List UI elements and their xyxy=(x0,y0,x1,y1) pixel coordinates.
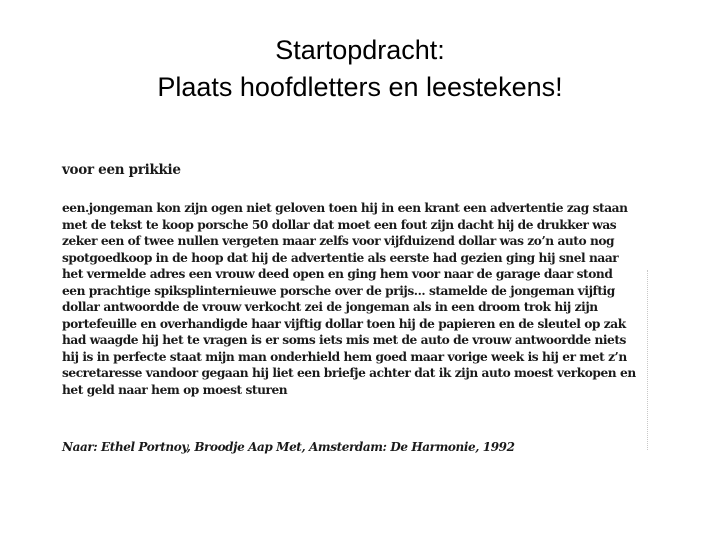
document-line: met de tekst te koop porsche 50 dollar dat moet een fout zijn dacht hij de drukker was xyxy=(62,217,617,232)
document-line: het geld naar hem op moest sturen xyxy=(62,382,288,397)
document-line: een prachtige spiksplinternieuwe porsche over de prijs... stamelde de jongeman vijftig xyxy=(62,283,615,298)
document-line: portefeuille en overhandigde haar vijftig dollar toen hij de papieren en de sleutel op zak xyxy=(62,316,626,331)
document-line: secretaresse vandoor gegaan hij liet een briefje achter dat ik zijn auto moest verkopen en xyxy=(62,366,636,380)
document-line: dollar antwoordde de vrouw verkocht zei de jongeman als in een droom trok hij zijn xyxy=(62,300,598,314)
document-line: het vermelde adres een vrouw deed open en ging hem voor naar de garage daar stond xyxy=(62,267,613,281)
document-line: had waagde hij het te vragen is er soms iets mis met de auto de vrouw antwoordde niets xyxy=(62,333,626,347)
scan-edge-artifact xyxy=(647,270,656,450)
document-line: een.jongeman kon zijn ogen niet geloven toen hij in een krant een advertentie zag staan xyxy=(62,201,628,215)
document-heading: voor een prikkie xyxy=(62,162,181,178)
slide-title xyxy=(0,32,720,106)
document-line: spotgoedkoop in de hoop dat hij de advertentie als eerste had gezien ging hij snel naar xyxy=(62,250,619,265)
document-source-citation: Naar: Ethel Portnoy, Broodje Aap Met, Amsterdam: De Harmonie, 1992 xyxy=(62,440,515,454)
slide-title-line-2: Plaats hoofdletters en leestekens! xyxy=(157,72,563,102)
slide-title-line-1: Startopdracht: xyxy=(275,35,445,65)
scanned-document xyxy=(56,150,656,480)
document-body xyxy=(62,200,652,398)
document-line: hij is in perfecte staat mijn man onderhield hem goed maar vorige week is hij er met z’n xyxy=(62,349,627,364)
cropped-text-fragment xyxy=(104,472,304,480)
document-line: zeker een of twee nullen vergeten maar zelfs voor vijfduizend dollar was zo’n auto nog xyxy=(62,234,615,248)
